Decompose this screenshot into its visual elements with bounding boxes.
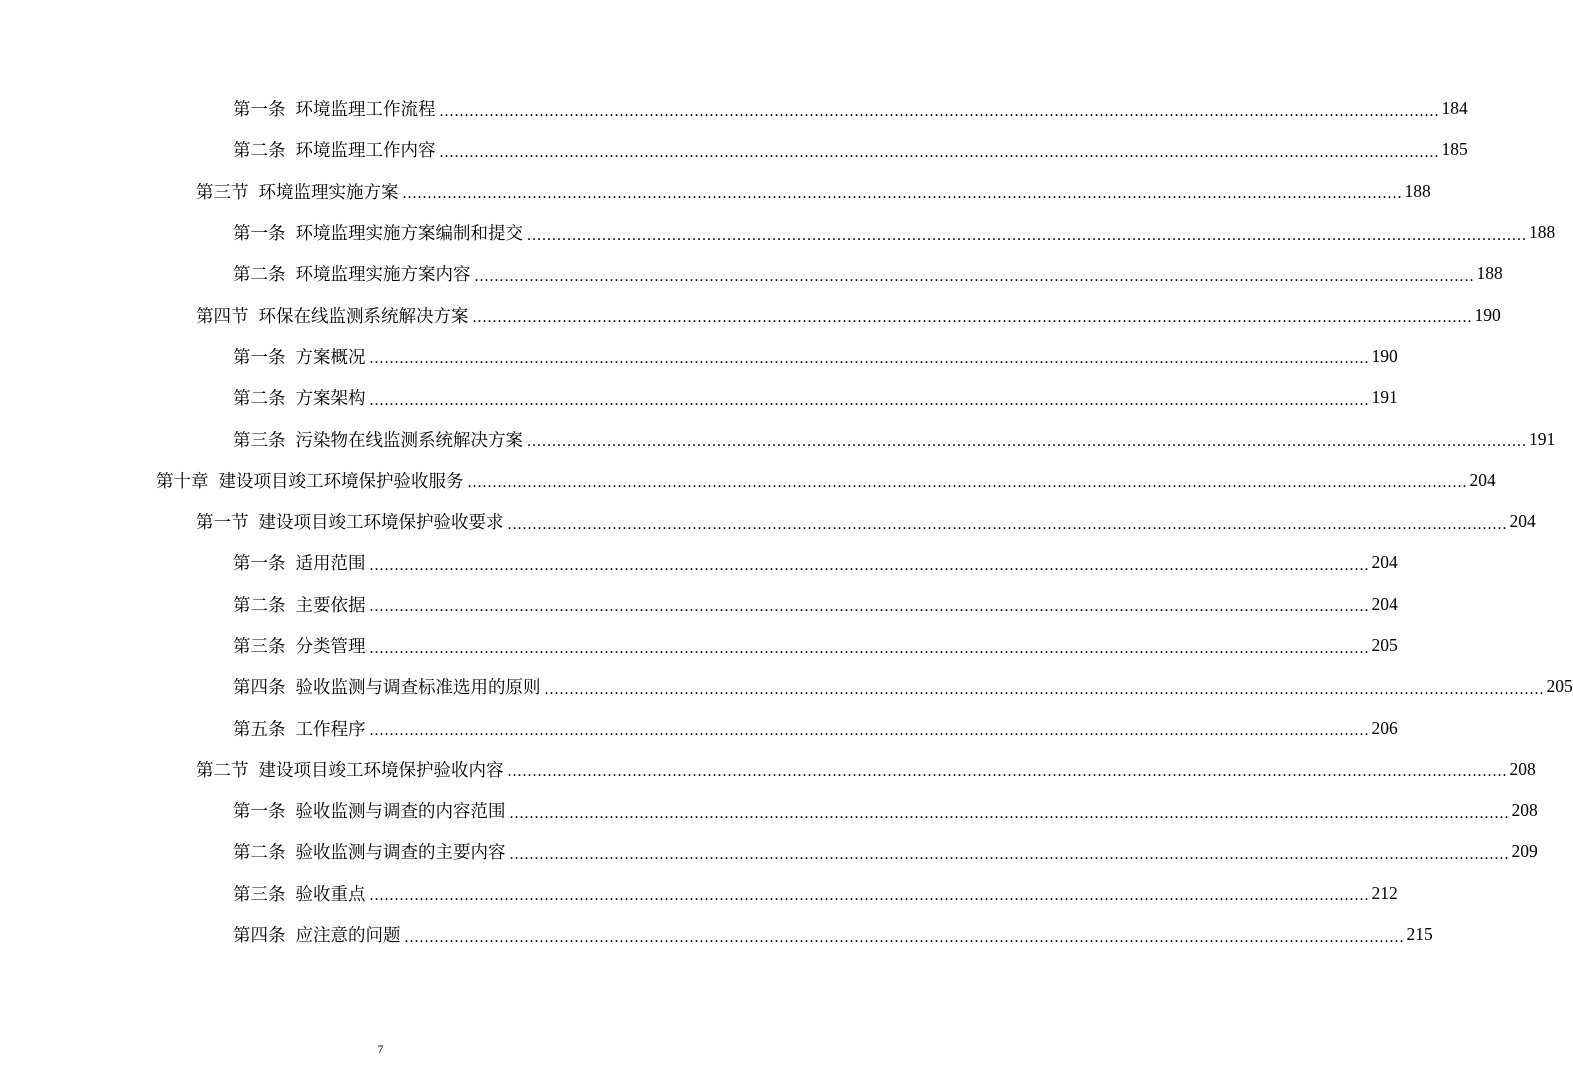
toc-entry-page: 188 <box>1404 180 1431 201</box>
toc-entry-title: 分类管理 <box>295 637 366 657</box>
toc-entry-label <box>233 137 436 162</box>
toc-entry-title: 主要依据 <box>295 595 366 616</box>
toc-entry-leader: ........................................................................................................................................................................................................ <box>402 185 1403 203</box>
table-of-contents <box>0 88 1573 955</box>
toc-entry[interactable] <box>156 460 1496 501</box>
toc-entry-label <box>233 922 401 947</box>
toc-entry-page: 209 <box>1511 841 1538 862</box>
toc-entry-page: 204 <box>1371 552 1398 573</box>
toc-entry-title: 建设项目竣工环境保护验收要求 <box>258 513 504 534</box>
toc-entry-title: 验收监测与调查标准选用的原则 <box>295 678 541 699</box>
toc-entry-label <box>233 633 366 658</box>
toc-entry-leader: ........................................................................................................................................................................................................ <box>369 598 1370 616</box>
toc-entry-label <box>233 344 366 369</box>
toc-entry-title: 方案架构 <box>295 389 366 410</box>
toc-entry-title: 环境监理工作内容 <box>295 141 436 162</box>
toc-entry[interactable] <box>233 88 1468 129</box>
toc-entry-number: 第四条 <box>233 926 286 947</box>
toc-entry-title: 环境监理实施方案 <box>258 182 399 203</box>
toc-entry-number: 第三条 <box>233 884 286 905</box>
toc-entry[interactable] <box>233 831 1538 872</box>
toc-entry-label <box>196 757 504 782</box>
toc-entry-page: 190 <box>1371 345 1398 366</box>
toc-entry-label <box>233 550 366 575</box>
toc-entry-page: 188 <box>1476 263 1503 284</box>
toc-entry-leader: ........................................................................................................................................................................................................ <box>369 887 1370 905</box>
toc-entry-number: 第十章 <box>156 471 209 492</box>
toc-entry[interactable] <box>196 749 1536 790</box>
toc-entry-leader: ........................................................................................................................................................................................................ <box>507 515 1508 533</box>
toc-entry-number: 第三条 <box>233 430 286 451</box>
toc-entry[interactable] <box>233 129 1468 170</box>
toc-entry-leader: ........................................................................................................................................................................................................ <box>439 102 1440 120</box>
toc-entry-title: 验收重点 <box>295 884 366 905</box>
toc-entry-number: 第二条 <box>233 389 286 410</box>
toc-entry-title: 验收监测与调查的内容范围 <box>295 802 506 823</box>
toc-entry-title: 环境监理实施方案编制和提交 <box>295 224 523 245</box>
toc-entry-label <box>233 261 471 286</box>
toc-entry-title: 验收监测与调查的主要内容 <box>295 843 506 864</box>
toc-entry-label <box>196 303 469 328</box>
toc-entry-page: 204 <box>1509 511 1536 532</box>
toc-entry-page: 204 <box>1469 469 1496 490</box>
toc-entry-page: 208 <box>1509 758 1536 779</box>
toc-entry-page: 205 <box>1546 676 1573 697</box>
toc-entry-leader: ........................................................................................................................................................................................................ <box>467 474 1468 492</box>
toc-entry[interactable] <box>233 625 1398 666</box>
toc-entry-number: 第二条 <box>233 595 286 616</box>
toc-entry-leader: ........................................................................................................................................................................................................ <box>527 226 1527 244</box>
toc-entry[interactable] <box>233 542 1398 583</box>
toc-entry-label <box>233 385 366 410</box>
toc-entry-number: 第三节 <box>196 182 249 203</box>
toc-entry-leader: ........................................................................................................................................................................................................ <box>509 804 1510 822</box>
toc-entry[interactable] <box>233 418 1556 459</box>
toc-entry-label <box>233 881 366 906</box>
toc-entry[interactable] <box>233 253 1503 294</box>
toc-entry-label <box>233 798 506 823</box>
toc-entry[interactable] <box>196 294 1501 335</box>
toc-entry[interactable] <box>233 790 1538 831</box>
toc-entry-page: 215 <box>1406 924 1433 945</box>
toc-entry-page: 191 <box>1529 428 1556 449</box>
toc-entry-label <box>233 716 366 741</box>
toc-entry-leader: ........................................................................................................................................................................................................ <box>507 763 1508 781</box>
toc-entry-title: 方案概况 <box>295 347 366 368</box>
toc-entry-title: 环境监理实施方案内容 <box>295 265 471 286</box>
toc-entry[interactable] <box>233 377 1398 418</box>
toc-entry-label <box>233 674 541 699</box>
toc-entry-title: 建设项目竣工环境保护验收服务 <box>218 471 464 492</box>
toc-entry-leader: ........................................................................................................................................................................................................ <box>404 928 1405 946</box>
toc-entry-label <box>233 427 523 452</box>
toc-entry-page: 184 <box>1441 98 1468 119</box>
toc-entry-leader: ........................................................................................................................................................................................................ <box>509 845 1510 863</box>
toc-entry-number: 第一条 <box>233 100 286 121</box>
toc-entry-leader: ........................................................................................................................................................................................................ <box>544 680 1545 698</box>
toc-entry-number: 第一条 <box>233 802 286 823</box>
toc-entry-leader: ........................................................................................................................................................................................................ <box>472 309 1473 327</box>
toc-entry-number: 第一条 <box>233 224 286 245</box>
toc-entry-page: 185 <box>1441 139 1468 160</box>
toc-entry-title: 工作程序 <box>295 719 366 740</box>
toc-entry-page: 191 <box>1371 387 1398 408</box>
toc-entry-page: 188 <box>1529 222 1556 243</box>
toc-entry-number: 第二条 <box>233 141 286 162</box>
toc-entry-page: 190 <box>1474 304 1501 325</box>
toc-entry-title: 建设项目竣工环境保护验收内容 <box>258 760 504 781</box>
toc-entry-label <box>196 179 399 204</box>
toc-entry-page: 205 <box>1371 635 1398 655</box>
toc-entry-title: 环境监理工作流程 <box>295 100 436 121</box>
toc-entry[interactable] <box>233 584 1398 625</box>
toc-entry-number: 第二条 <box>233 843 286 864</box>
toc-entry-title: 适用范围 <box>295 554 366 575</box>
toc-entry-leader: ........................................................................................................................................................................................................ <box>369 391 1370 409</box>
toc-entry[interactable] <box>233 914 1433 955</box>
toc-entry-number: 第二节 <box>196 760 249 781</box>
toc-entry-leader: ........................................................................................................................................................................................................ <box>439 143 1440 161</box>
toc-entry-leader: ........................................................................................................................................................................................................ <box>369 556 1370 574</box>
toc-entry[interactable] <box>233 873 1398 914</box>
toc-entry-leader: ........................................................................................................................................................................................................ <box>527 433 1527 451</box>
toc-entry[interactable] <box>233 212 1556 253</box>
toc-entry-page: 206 <box>1371 717 1398 738</box>
toc-entry-number: 第一条 <box>233 554 286 575</box>
toc-entry[interactable] <box>233 336 1398 377</box>
toc-entry-label <box>233 220 523 245</box>
toc-entry[interactable] <box>196 171 1431 212</box>
toc-entry-label <box>233 96 436 121</box>
toc-entry-leader: ........................................................................................................................................................................................................ <box>369 639 1370 657</box>
page-number: 7 <box>377 1042 384 1056</box>
toc-entry-page: 204 <box>1371 593 1398 614</box>
toc-entry-number: 第四节 <box>196 306 249 327</box>
toc-entry[interactable] <box>233 666 1573 707</box>
toc-entry-number: 第一条 <box>233 347 286 368</box>
toc-entry-page: 208 <box>1511 800 1538 821</box>
toc-entry-title: 应注意的问题 <box>295 926 401 947</box>
toc-entry-label <box>196 509 504 534</box>
toc-entry-label <box>233 839 506 864</box>
toc-entry[interactable] <box>233 707 1398 748</box>
toc-entry-title: 环保在线监测系统解决方案 <box>258 306 469 327</box>
toc-entry[interactable] <box>196 501 1536 542</box>
toc-entry-number: 第三条 <box>233 637 286 657</box>
toc-entry-label <box>233 592 366 617</box>
toc-entry-number: 第二条 <box>233 265 286 286</box>
toc-entry-leader: ........................................................................................................................................................................................................ <box>474 267 1475 285</box>
toc-entry-number: 第四条 <box>233 678 286 699</box>
toc-entry-leader: ........................................................................................................................................................................................................ <box>369 722 1370 740</box>
toc-entry-leader: ........................................................................................................................................................................................................ <box>369 350 1370 368</box>
toc-entry-label <box>156 468 464 493</box>
toc-entry-title: 污染物在线监测系统解决方案 <box>295 430 523 451</box>
toc-entry-number: 第一节 <box>196 513 249 534</box>
toc-entry-number: 第五条 <box>233 719 286 740</box>
toc-entry-page: 212 <box>1371 882 1398 903</box>
